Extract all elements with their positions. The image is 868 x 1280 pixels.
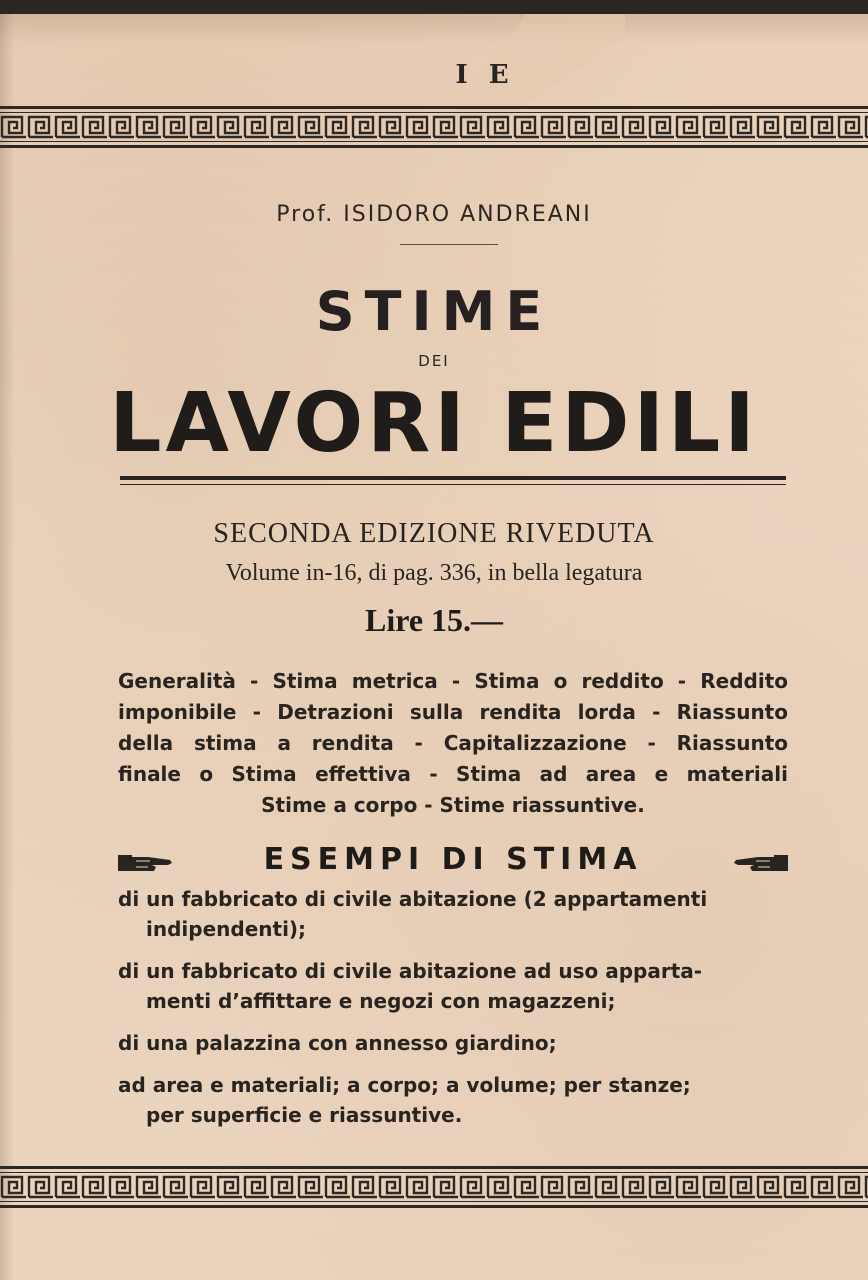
title-rule-thin [120,484,786,485]
contents-line: imponibile - Detrazioni sulla rendita lorda - Riassunto [118,700,788,724]
examples-heading-row [118,842,788,882]
example-line: per superficie e riassuntive. [146,1103,463,1127]
top-fragment-text: I E [455,60,515,90]
price: Lire 15.— [364,602,504,638]
example-line: indipendenti); [146,917,307,941]
contents-line: finale o Stima effettiva - Stima ad area e materiali [118,762,788,786]
book-cover [0,14,868,1280]
contents-line: Stime a corpo - Stime riassuntive. [261,793,645,817]
examples-heading: ESEMPI DI STIMA [263,842,643,877]
example-line: di un fabbricato di civile abitazione (2 appartamenti [118,887,708,911]
greek-key-border-top [0,104,868,150]
title-connector: DEI [418,352,450,370]
volume-info: Volume in-16, di pag. 336, in bella legatura [225,560,643,586]
contents-line: della stima a rendita - Capitalizzazione - Riassunto [118,731,788,755]
example-line: di un fabbricato di civile abitazione ad uso apparta- [118,959,703,983]
author-divider [400,244,498,245]
list-item [118,956,788,1016]
edition-text: SECONDA EDIZIONE RIVEDUTA [213,518,655,549]
list-item [118,1028,788,1058]
author-name: Prof. ISIDORO ANDREANI [276,202,592,227]
example-line: di una palazzina con annesso giardino; [118,1031,557,1055]
list-item [118,884,788,944]
title-line-2: LAVORI EDILI [109,376,759,471]
list-item [118,1070,788,1130]
title-rule-thick [120,476,786,480]
title-line-1: STIME [315,280,553,343]
pointing-hand-left-icon [732,852,788,879]
examples-list [118,884,788,1142]
contents-summary [118,666,788,821]
example-line: ad area e materiali; a corpo; a volume; per stanze; [118,1073,691,1097]
top-edge-wear [0,14,868,44]
greek-key-border-bottom [0,1164,868,1210]
example-line: menti d’affittare e negozi con magazzeni; [146,989,616,1013]
contents-line: Generalità - Stima metrica - Stima o reddito - Reddito [118,669,788,693]
